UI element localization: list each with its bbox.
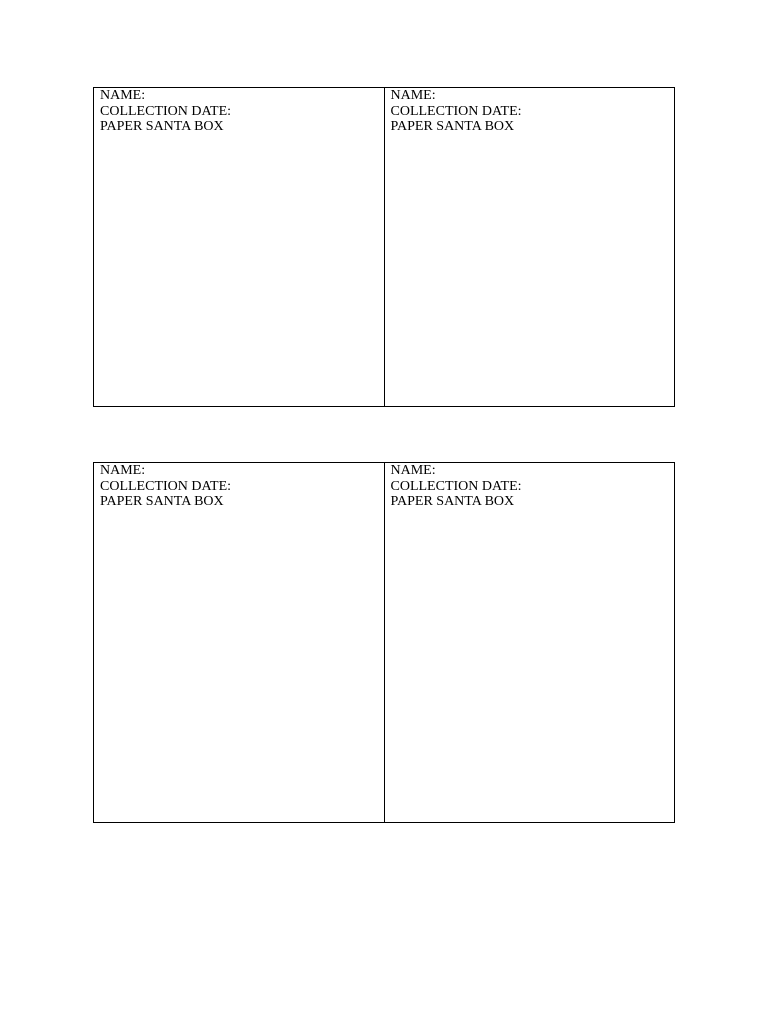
- collection-date-label: COLLECTION DATE:: [100, 103, 232, 119]
- name-label: NAME:: [390, 463, 436, 478]
- name-label: NAME:: [100, 463, 146, 478]
- collection-date-label: COLLECTION DATE:: [390, 478, 522, 494]
- label-table-top: [93, 87, 675, 407]
- collection-date-label: COLLECTION DATE:: [390, 103, 522, 119]
- label-cell-bottom-right: [384, 463, 675, 822]
- box-label: PAPER SANTA BOX: [390, 494, 515, 509]
- label-cell-top-right: [384, 88, 675, 406]
- box-label: PAPER SANTA BOX: [390, 119, 515, 134]
- collection-date-label: COLLECTION DATE:: [100, 478, 232, 494]
- name-label: NAME:: [100, 88, 146, 103]
- name-label: NAME:: [390, 88, 436, 103]
- box-label: PAPER SANTA BOX: [100, 119, 224, 134]
- label-table-bottom: [93, 462, 675, 823]
- label-cell-top-left: [94, 88, 384, 406]
- label-cell-bottom-left: [94, 463, 384, 822]
- box-label: PAPER SANTA BOX: [100, 494, 224, 509]
